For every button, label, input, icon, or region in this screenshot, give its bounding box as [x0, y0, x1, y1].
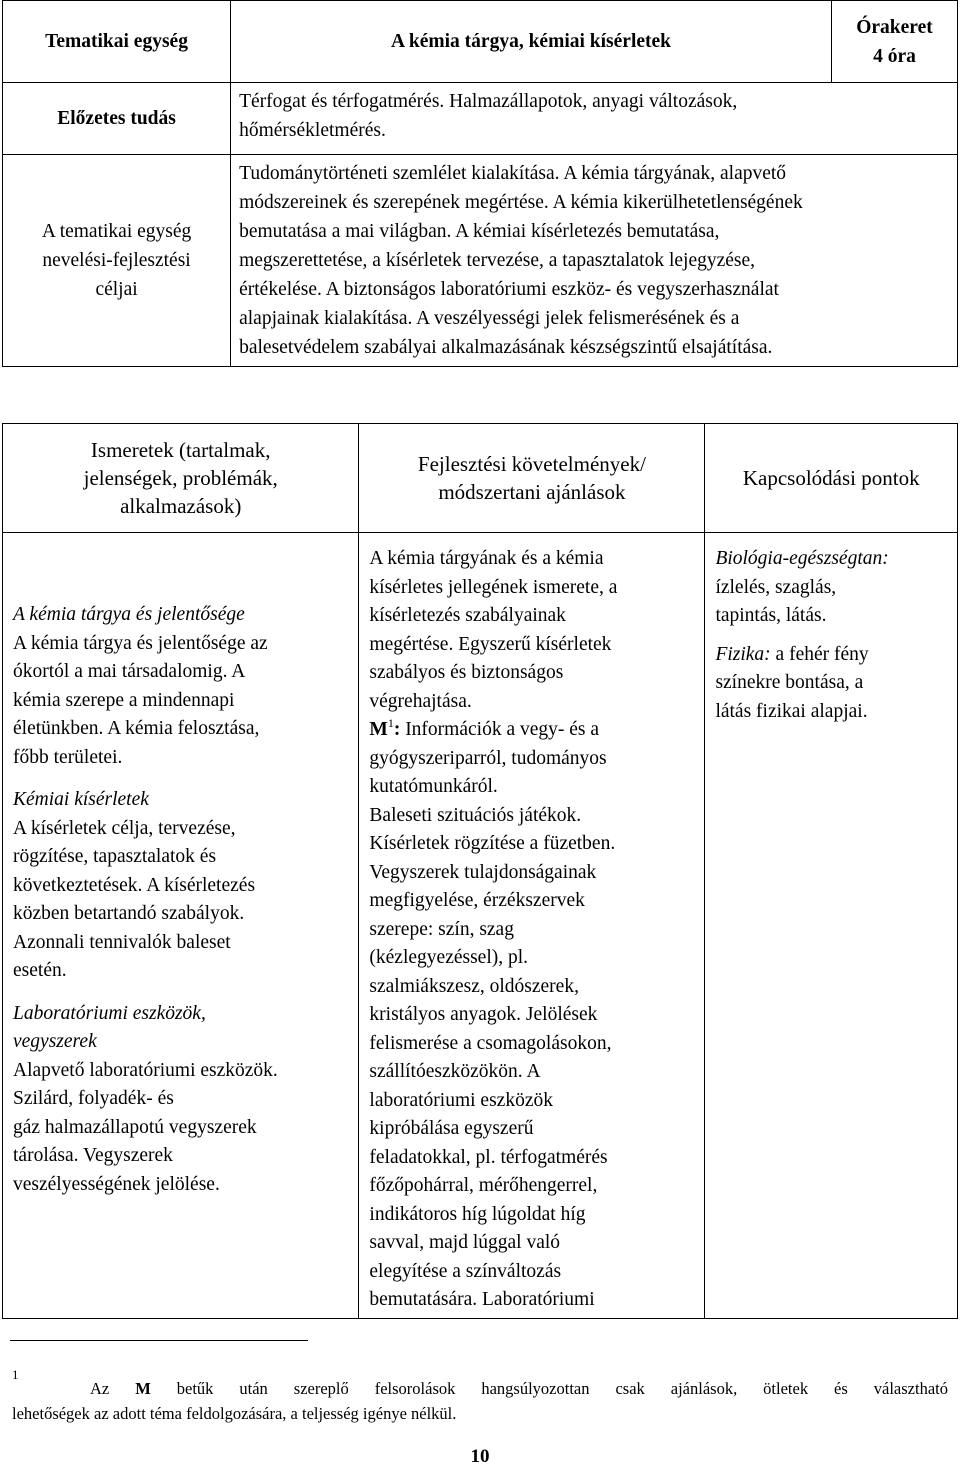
- prior-knowledge-label: Előzetes tudás: [3, 83, 231, 155]
- hours-value: 4 óra: [873, 45, 916, 67]
- req-line: kutatómunkáról.: [369, 776, 498, 797]
- req-line: Vegyszerek tulajdonságainak: [369, 861, 597, 883]
- section-line: tárolása. Vegyszerek: [13, 1145, 173, 1166]
- section-title: Laboratóriumi eszközök,: [13, 1002, 206, 1024]
- spacer: [13, 772, 352, 786]
- section-line: gáz halmazállapotú vegyszerek: [13, 1116, 257, 1138]
- req-line: A kémia tárgyának és a kémia: [369, 548, 604, 569]
- req-line: bemutatására. Laboratóriumi: [369, 1289, 595, 1310]
- header-requirements-line: Fejlesztési követelmények/: [417, 452, 646, 476]
- section-line: kémia szerepe a mindennapi: [13, 689, 235, 711]
- req-line: kipróbálása egyszerű: [369, 1118, 534, 1139]
- req-line: szerepe: szín, szag: [369, 918, 514, 940]
- header-knowledge-line: jelenségek, problémák,: [83, 466, 278, 490]
- footnote-line: lehetőségek az adott téma feldolgozására, a teljesség igénye nélkül.: [12, 1404, 457, 1423]
- topic-unit-label: Tematikai egység: [3, 1, 231, 83]
- section-line: Szilárd, folyadék- és: [13, 1088, 174, 1109]
- page-number: 10: [470, 1446, 490, 1467]
- footnote-m-marker: M: [135, 1379, 151, 1398]
- section-line: Alapvető laboratóriumi eszközök.: [13, 1059, 278, 1081]
- section-title: vegyszerek: [13, 1031, 97, 1052]
- section-line: közben betartandó szabályok.: [13, 903, 245, 924]
- footnote-number: 1: [12, 1367, 19, 1382]
- section-title: Kémiai kísérletek: [13, 789, 149, 810]
- header-knowledge-line: Ismeretek (tartalmak,: [90, 438, 271, 462]
- req-line: szabályos és biztonságos: [369, 662, 564, 683]
- prior-knowledge-line: hőmérsékletmérés.: [239, 120, 386, 141]
- req-line: laboratóriumi eszközök: [369, 1089, 553, 1111]
- req-line: kísérletes jellegének ismerete, a: [369, 576, 618, 598]
- hours-label: Órakeret: [856, 16, 933, 38]
- topic-unit-title: A kémia tárgya, kémiai kísérletek: [231, 1, 832, 83]
- req-line: savval, majd lúggal való: [369, 1232, 561, 1253]
- footnote-prefix: Az: [90, 1379, 136, 1398]
- req-line: felismerése a csomagolásokon,: [369, 1032, 612, 1054]
- section-line: következtetések. A kísérletezés: [13, 874, 256, 896]
- section-line: rögzítése, tapasztalatok és: [13, 846, 217, 867]
- footnote-rest: betűk után szereplő felsorolások hangsúlyozottan csak ajánlások, ötletek és választható: [150, 1379, 948, 1398]
- req-line: (kézlegyezéssel), pl.: [369, 947, 529, 968]
- footnote-line: [90, 1376, 948, 1401]
- goals-line: módszereinek és szerepének megértése. A kémia kikerülhetetlenségének: [239, 192, 803, 213]
- topic-unit-table: [2, 0, 958, 367]
- req-line: gyógyszeriparról, tudományos: [369, 747, 607, 769]
- req-line: Baleseti szituációs játékok.: [369, 804, 582, 826]
- hours-cell: [831, 1, 957, 83]
- connection-line: színekre bontása, a: [715, 672, 864, 693]
- header-connections: Kapcsolódási pontok: [705, 424, 958, 533]
- req-line: kristályos anyagok. Jelölések: [369, 1004, 598, 1025]
- connection-line: ízlelés, szaglás,: [715, 576, 837, 598]
- header-knowledge: [3, 424, 359, 533]
- goals-line: megszerettetése, a kísérletek tervezése, a tapasztalatok lejegyzése,: [239, 250, 756, 271]
- prior-knowledge-line: Térfogat és térfogatmérés. Halmazállapotok, anyagi változások,: [239, 91, 738, 112]
- req-line: elegyítése a színváltozás: [369, 1260, 562, 1282]
- header-requirements-line: módszertani ajánlások: [438, 480, 626, 504]
- req-line: kísérletezés szabályainak: [369, 605, 566, 626]
- content-table: [2, 423, 958, 1319]
- goals-label-line: nevelési-fejlesztési: [42, 250, 191, 271]
- req-line: Kísérletek rögzítése a füzetben.: [369, 833, 616, 854]
- req-line: megfigyelése, érzékszervek: [369, 890, 585, 911]
- goals-line: balesetvédelem szabályai alkalmazásának készségszintű elsajátítása.: [239, 337, 773, 358]
- header-knowledge-line: alkalmazások): [120, 494, 242, 518]
- req-line: szállítóeszközökön. A: [369, 1061, 541, 1082]
- section-line: esetén.: [13, 960, 67, 981]
- req-line: indikátoros híg lúgoldat híg: [369, 1203, 586, 1225]
- req-line: szalmiákszesz, oldószerek,: [369, 975, 579, 997]
- goals-line: Tudománytörténeti szemlélet kialakítása. A kémia tárgyának, alapvető: [239, 163, 787, 184]
- connection-first-line: [715, 641, 951, 670]
- goals-label-line: céljai: [95, 279, 138, 300]
- req-line: megértése. Egyszerű kísérletek: [369, 633, 612, 655]
- footnote-ref[interactable]: 1: [387, 716, 394, 730]
- section-line: Azonnali tennivalók baleset: [13, 931, 231, 953]
- connection-text: a fehér fény: [770, 643, 869, 665]
- spacer: [715, 631, 951, 641]
- m-text: Információk a vegy- és a: [400, 719, 600, 740]
- connections-cell: [705, 533, 958, 1319]
- subject-biology: Biológia-egészségtan:: [715, 548, 889, 569]
- goals-line: bemutatása a mai világban. A kémiai kísérletezés bemutatása,: [239, 221, 720, 242]
- section-line: életünkben. A kémia felosztása,: [13, 718, 260, 739]
- subject-physics: Fizika:: [715, 643, 771, 665]
- req-m-line: [369, 716, 698, 745]
- m-colon: :: [393, 719, 401, 740]
- section-line: A kémia tárgya és jelentősége az: [13, 632, 268, 654]
- section-line: főbb területei.: [13, 746, 123, 768]
- goals-line: értékelése. A biztonságos laboratóriumi eszköz- és vegyszerhasználat: [239, 279, 779, 300]
- connection-line: látás fizikai alapjai.: [715, 700, 868, 722]
- footnote-divider: [10, 1340, 308, 1341]
- section-line: veszélyességének jelölése.: [13, 1173, 220, 1195]
- section-line: ókortól a mai társadalomig. A: [13, 661, 246, 682]
- goals-label: [3, 155, 231, 367]
- m-marker: M: [369, 719, 388, 740]
- header-requirements: [359, 424, 705, 533]
- req-line: főzőpohárral, mérőhengerrel,: [369, 1175, 598, 1196]
- connection-line: tapintás, látás.: [715, 605, 827, 626]
- req-line: feladatokkal, pl. térfogatmérés: [369, 1146, 608, 1168]
- knowledge-cell: [3, 533, 359, 1319]
- goals-text: [231, 155, 958, 367]
- goals-line: alapjainak kialakítása. A veszélyességi jelek felismerésének és a: [239, 308, 740, 329]
- prior-knowledge-text: [231, 83, 958, 155]
- goals-label-line: A tematikai egység: [41, 221, 192, 242]
- requirements-cell: [359, 533, 705, 1319]
- section-line: A kísérletek célja, tervezése,: [13, 817, 236, 839]
- spacer: [13, 986, 352, 1000]
- req-line: végrehajtása.: [369, 690, 472, 712]
- section-title: A kémia tárgya és jelentősége: [13, 604, 245, 625]
